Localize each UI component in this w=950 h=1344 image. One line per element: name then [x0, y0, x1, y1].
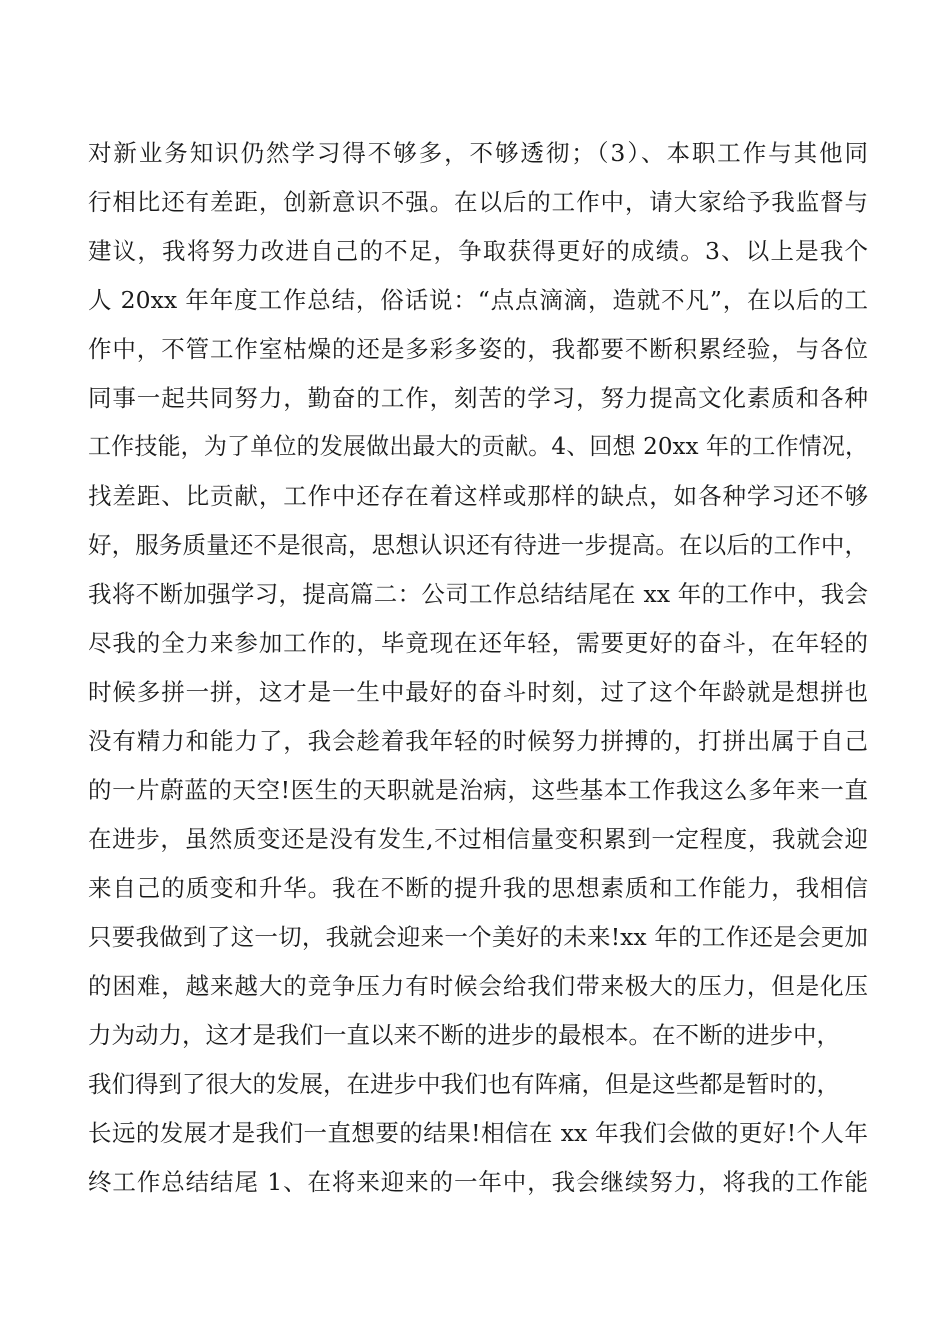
text-line: 我们得到了很大的发展，在进步中我们也有阵痛，但是这些都是暂时的， [88, 1070, 840, 1098]
text-line: 长远的发展才是我们一直想要的结果!相信在 xx 年我们会做的更好!个人年 [88, 1119, 868, 1147]
text-line: 对新业务知识仍然学习得不够多，不够透彻；（3）、本职工作与其他同 [88, 139, 868, 167]
text-line: 我将不断加强学习，提高篇二：公司工作总结结尾在 xx 年的工作中，我会 [88, 580, 868, 608]
text-line: 只要我做到了这一切，我就会迎来一个美好的未来!xx 年的工作还是会更加 [88, 923, 868, 951]
text-line: 找差距、比贡献，工作中还存在着这样或那样的缺点，如各种学习还不够 [88, 482, 868, 510]
text-line: 来自己的质变和升华。我在不断的提升我的思想素质和工作能力，我相信 [88, 874, 868, 902]
text-line: 没有精力和能力了，我会趁着我年轻的时候努力拼搏的，打拼出属于自己 [88, 727, 868, 755]
text-line: 作中，不管工作室枯燥的还是多彩多姿的，我都要不断积累经验，与各位 [88, 335, 868, 363]
text-line: 的困难，越来越大的竞争压力有时候会给我们带来极大的压力，但是化压 [88, 972, 868, 1000]
text-line: 在进步，虽然质变还是没有发生,不过相信量变积累到一定程度，我就会迎 [88, 825, 868, 853]
text-line: 时候多拼一拼，这才是一生中最好的奋斗时刻，过了这个年龄就是想拼也 [88, 678, 868, 706]
text-line: 建议，我将努力改进自己的不足，争取获得更好的成绩。3、以上是我个 [88, 237, 868, 265]
text-line: 同事一起共同努力，勤奋的工作，刻苦的学习，努力提高文化素质和各种 [88, 384, 868, 412]
text-line: 工作技能，为了单位的发展做出最大的贡献。4、回想 20xx 年的工作情况， [88, 434, 868, 460]
text-line: 人 20xx 年年度工作总结，俗话说：“点点滴滴，造就不凡”，在以后的工 [88, 286, 868, 314]
text-line: 力为动力，这才是我们一直以来不断的进步的最根本。在不断的进步中， [88, 1021, 840, 1049]
text-line: 好，服务质量还不是很高，思想认识还有待进一步提高。在以后的工作中， [88, 531, 868, 559]
text-line: 终工作总结结尾 1、在将来迎来的一年中，我会继续努力，将我的工作能 [88, 1168, 868, 1196]
text-line: 尽我的全力来参加工作的，毕竟现在还年轻，需要更好的奋斗，在年轻的 [88, 629, 868, 657]
text-line: 行相比还有差距，创新意识不强。在以后的工作中，请大家给予我监督与 [88, 188, 868, 216]
body-paragraph [88, 130, 868, 1208]
text-line: 的一片蔚蓝的天空!医生的天职就是治病，这些基本工作我这么多年来一直 [88, 776, 868, 804]
